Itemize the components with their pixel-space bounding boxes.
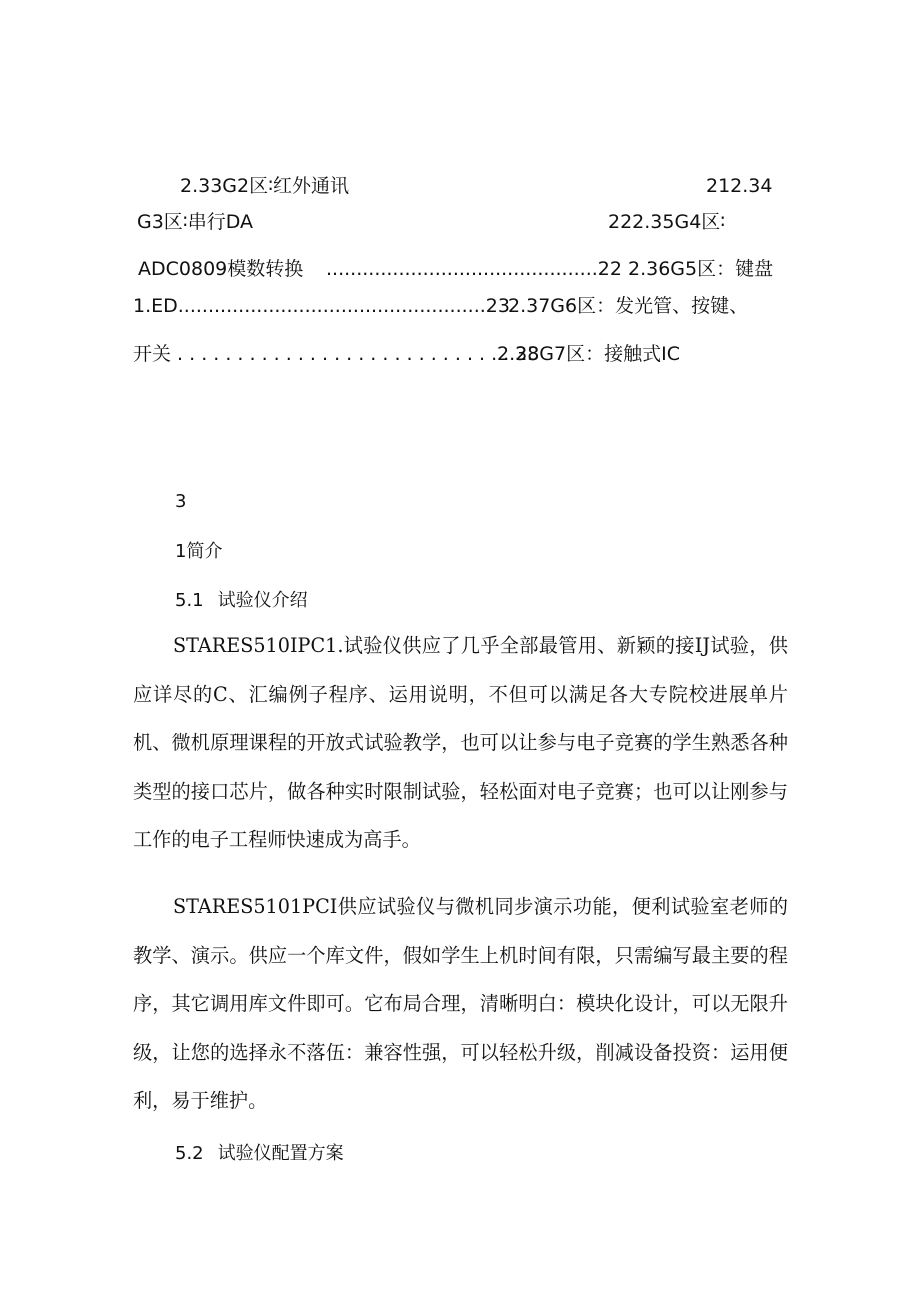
toc-page-ref: 212.34	[706, 175, 773, 197]
toc-line-adc0809: ADC0809模数转换	[138, 258, 304, 280]
toc-line-2-35: 222.35G4区∶	[608, 211, 726, 233]
section-heading-5-1	[175, 588, 308, 614]
section-heading-5-2	[175, 1141, 344, 1167]
toc-line-switch: 开关 . . . . . . . . . . . . . . . . . . . . . . . . . . . . 23	[133, 343, 540, 365]
toc-line-2-37: 2.37G6区：发光管、按键、	[508, 295, 749, 317]
toc-line-2-36: .............................................22 2.36G5区：键盘	[326, 258, 774, 280]
chapter-title: 1简介	[175, 541, 223, 562]
section-number: 5.2	[175, 1143, 204, 1164]
section-title: 试验仪介绍	[217, 590, 308, 611]
section-title: 试验仪配置方案	[217, 1143, 344, 1164]
paragraph-intro: STARES510IPC1.试验仪供应了几乎全部最管用、新颖的接IJ试验，供应详尽的C、汇编例子程序、运用说明，不但可以满足各大专院校进展单片机、微机原理课程的开放式试验教学，也可以让参与电子竞赛的学生熟悉各种类型的接口芯片，做各种实时限制试验，轻松面对电子竞赛；也可以让刚参与工作的电子工程师快速成为高手。	[133, 634, 788, 852]
section-number: 5.1	[175, 590, 204, 611]
paragraph-features: STARES5101PCI供应试验仪与微机同步演示功能，便利试验室老师的教学、演示。供应一个库文件，假如学生上机时间有限，只需编写最主要的程序，其它调用库文件即可。它布局合理，清晰明白：模块化设计，可以无限升级，让您的选择永不落伍：兼容性强，可以轻松升级，削减设备投资：运用便利，易于维护。	[133, 895, 788, 1113]
toc-line-g3: G3区∶串行DA	[137, 211, 254, 233]
page-number: 3	[175, 491, 187, 512]
toc-line-led: 1.ED...................................................23	[133, 295, 510, 317]
toc-line-2-38: 2.38G7区：接触式IC	[497, 343, 680, 365]
toc-line-2-33: 2.33G2区∶红外通讯	[180, 175, 350, 197]
